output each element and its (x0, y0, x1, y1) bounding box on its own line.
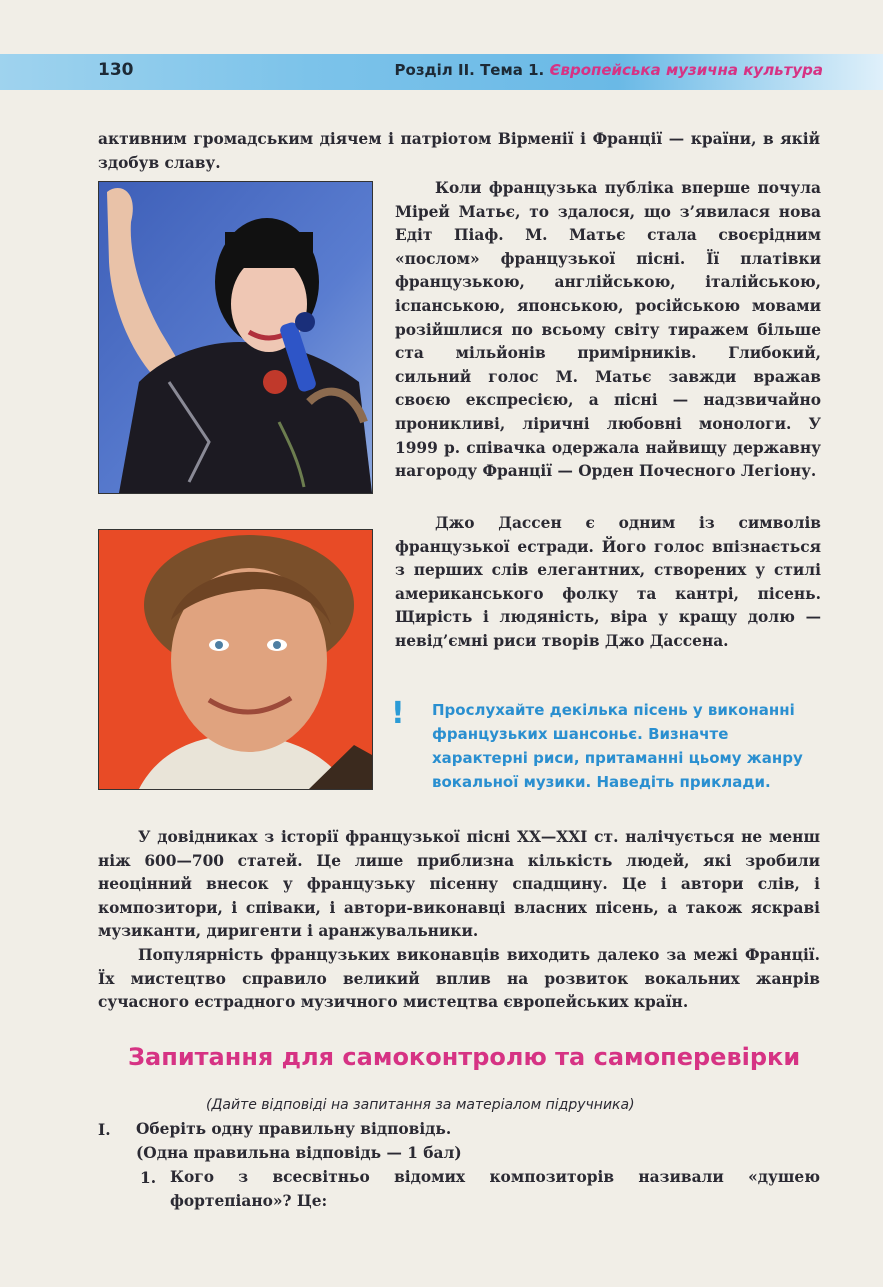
section-title: Європейська музична культура (549, 61, 823, 79)
mathieu-text-a: Коли французька публіка вперше почула (435, 179, 821, 197)
mathieu-text-c: — Орден Почесного Легіону. (552, 462, 817, 481)
mathieu-paragraph (395, 177, 821, 484)
reference-paragraph (98, 826, 820, 944)
questions-instruction: (Дайте відповіді на запитання за матеріалом підручника) (206, 1097, 635, 1113)
popularity-country: Франції (744, 946, 815, 964)
singer-portrait-illustration (99, 182, 372, 493)
singer-portrait-illustration-2 (99, 530, 372, 789)
question-1-text: Кого з всесвітньо відомих композиторів називали «душею фортепіано»? Це: (170, 1168, 820, 1210)
part-score: (Одна правильна відповідь — 1 бал) (136, 1144, 462, 1162)
questions-heading: Запитання для самоконтролю та самоперевірки (128, 1043, 801, 1071)
mathieu-name: Мірей Матьє (395, 202, 516, 221)
section-prefix: Розділ II. Тема 1. (394, 61, 545, 79)
mathieu-country: Франції (482, 462, 553, 481)
page-number: 130 (98, 60, 134, 80)
intro-paragraph (98, 128, 820, 175)
popularity-text-b: . Їх мистецтво справило великий вплив на розвиток вокальних жанрів сучасного естрадного музичного мистецтва європейських країн. (98, 946, 820, 1012)
task-box: Прослухайте декілька пісень у виконанні французьких шансоньє. Визначте характерні риси, притаманні цьому жанру вокальної музики. Наведіть приклади. (432, 701, 803, 791)
popularity-text-a: Популярність французьких виконавців виходить далеко за межі (138, 946, 745, 964)
mathieu-text-b: , то здалося, що з’явилася нова Едіт Піаф. М. Матьє стала своєрідним «послом» французької пісні. Її платівки французькою, англійською, італійською, іспанською, японською, російською мовами розійшлися по всьому світу тиражем більше ста мільйонів примірників. Глибокий, сильний голос М. Матьє завжди вражав своєю експресією, а пісні — надзвичайно проникливі, ліричні любовні монологи. У 1999 р. співачка одержала найвищу державну нагороду (395, 202, 822, 481)
exclamation-icon: ! (391, 696, 405, 731)
question-1-marker: 1. (140, 1169, 157, 1187)
dassin-paragraph (395, 512, 821, 654)
dassin-text: є одним із символів французької естради. Його голос впізнається з перших слів елегантних, створених у стилі американського фолку та кантрі, пісень. Щирість і людяність, віра у кращу долю — невід’ємні риси творів Джо Дассена. (395, 514, 821, 650)
part-marker: I. (98, 1121, 111, 1139)
running-head (395, 61, 823, 79)
popularity-paragraph (98, 944, 820, 1015)
dassin-name: Джо Дассен (435, 514, 562, 532)
photo-mireille-mathieu (98, 181, 373, 494)
intro-text: активним громадським діячем і патріотом Вірменії і Франції — країни, в якій здобув славу. (98, 130, 820, 172)
photo-joe-dassin (98, 529, 373, 790)
reference-text: У довідниках з історії французької пісні XX—XXI ст. налічується не менш ніж 600—700 статей. Це лише приблизна кількість людей, які зробили неоцінний внесок у французьку пісенну спадщину. Це і автори слів, і композитори, і співаки, і автори-виконавці власних пісень, а також яскраві музиканти, диригенти і аранжувальники. (98, 828, 820, 941)
part-title: Оберіть одну правильну відповідь. (136, 1120, 452, 1138)
